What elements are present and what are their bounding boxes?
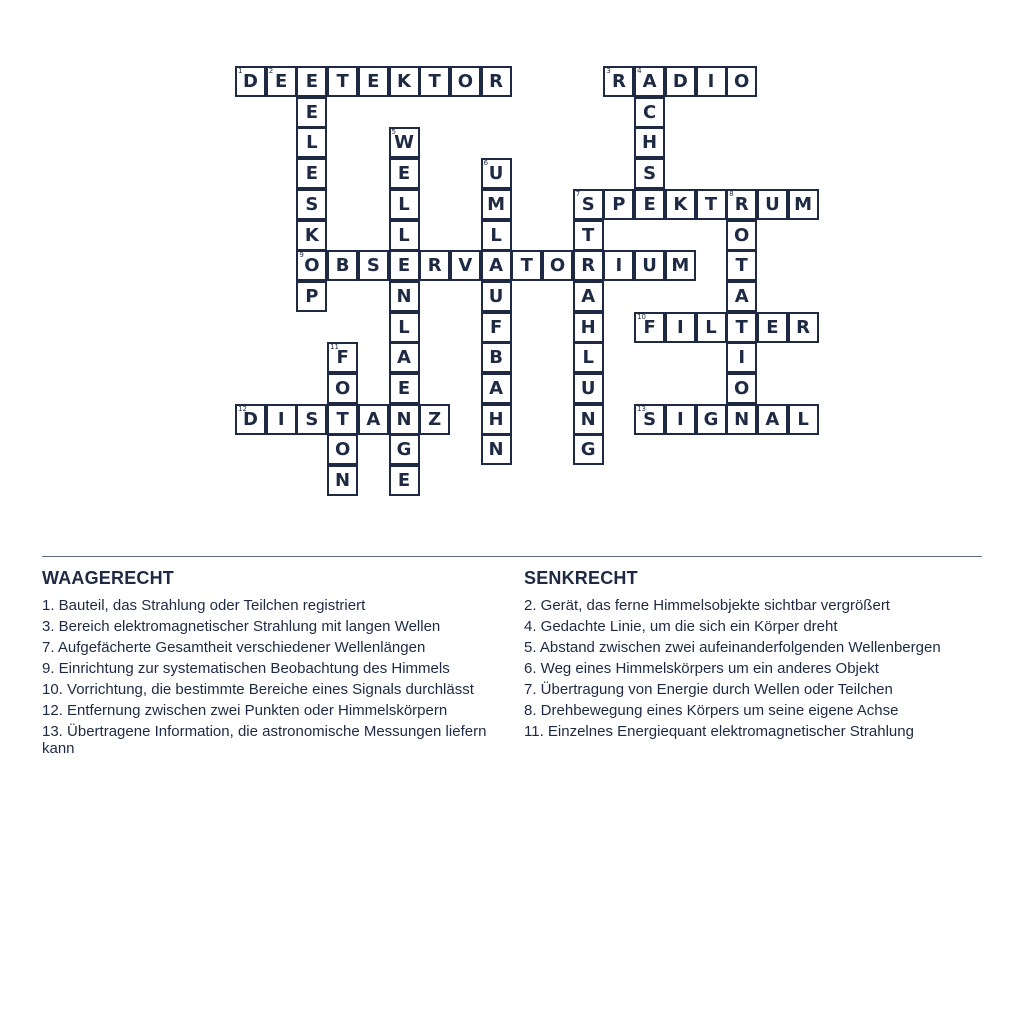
cell-letter: R — [796, 316, 811, 338]
cell-letter: T — [735, 316, 748, 338]
down-clues — [524, 568, 986, 744]
cell-letter: R — [427, 255, 442, 277]
cell-letter: E — [275, 71, 288, 92]
grid-cell[interactable] — [296, 404, 327, 435]
cell-letter: K — [673, 193, 688, 215]
grid-cell[interactable] — [389, 465, 420, 496]
grid-cell[interactable] — [266, 66, 297, 97]
clue-item: 12. Entfernung zwischen zwei Punkten oder Himmelskörpern — [42, 702, 448, 719]
cell-letter: U — [642, 255, 657, 277]
cell-letter: N — [396, 285, 412, 307]
cell-letter: I — [738, 347, 746, 369]
cell-letter: S — [305, 193, 319, 215]
grid-cell[interactable] — [634, 97, 665, 128]
cell-letter: N — [734, 408, 750, 430]
cell-letter: O — [304, 255, 320, 277]
cell-letter: I — [707, 71, 715, 92]
grid-cell[interactable] — [726, 189, 757, 220]
clue-item: 4. Gedachte Linie, um die sich ein Körper dreht — [524, 618, 838, 635]
grid-cell[interactable] — [788, 312, 819, 343]
clue-number: 11 — [330, 343, 340, 352]
cell-letter: D — [243, 408, 258, 430]
grid-cell[interactable] — [481, 404, 512, 435]
grid-cell[interactable] — [296, 281, 327, 312]
cell-letter: T — [428, 71, 441, 92]
grid-cell[interactable] — [726, 220, 757, 251]
cell-letter: E — [397, 163, 411, 185]
cell-letter: L — [490, 224, 502, 246]
grid-cell[interactable] — [389, 312, 420, 343]
cell-letter: M — [671, 255, 690, 277]
cell-letter: E — [397, 255, 411, 277]
grid-cell[interactable] — [481, 373, 512, 404]
grid-cell[interactable] — [327, 404, 358, 435]
cell-letter: O — [334, 378, 351, 399]
grid-cell[interactable] — [696, 404, 727, 435]
cell-letter: B — [489, 347, 503, 369]
clue-number: 9 — [299, 251, 304, 260]
cell-letter: A — [581, 285, 596, 307]
clue-number: 10 — [637, 312, 647, 321]
clue-item: 9. Einrichtung zur systematischen Beobachtung des Himmels — [42, 660, 450, 677]
grid-cell[interactable] — [450, 66, 481, 97]
cell-letter: O — [734, 378, 750, 399]
cell-letter: A — [765, 408, 780, 430]
grid-cell[interactable] — [726, 281, 757, 312]
grid-cell[interactable] — [296, 158, 327, 189]
cell-letter: I — [277, 408, 285, 430]
grid-cell[interactable] — [235, 404, 266, 435]
cell-letter: E — [305, 71, 319, 92]
grid-cell[interactable] — [696, 312, 727, 343]
grid-cell[interactable] — [481, 250, 512, 281]
cell-letter: W — [394, 132, 414, 154]
clue-number: 13 — [637, 404, 647, 413]
grid-cell[interactable] — [573, 312, 604, 343]
clue-item: 1. Bauteil, das Strahlung oder Teilchen registriert — [42, 597, 366, 614]
grid-cell[interactable] — [296, 127, 327, 158]
cell-letter: R — [734, 193, 749, 215]
cell-letter: F — [336, 347, 349, 369]
clue-item: 8. Drehbewegung eines Körpers um seine eigene Achse — [524, 702, 899, 719]
cell-letter: P — [305, 285, 319, 307]
cell-letter: N — [580, 408, 596, 430]
cell-letter: E — [397, 470, 411, 492]
clue-number: 1 — [238, 67, 243, 75]
grid-cell[interactable] — [389, 127, 420, 158]
grid-cell[interactable] — [573, 220, 604, 251]
cell-letter: N — [335, 470, 351, 492]
cell-letter: L — [306, 132, 318, 154]
grid-cell[interactable] — [389, 250, 420, 281]
grid-cell[interactable] — [327, 465, 358, 496]
grid-cell[interactable] — [327, 373, 358, 404]
down-heading: SENKRECHT — [524, 568, 638, 588]
clue-item: 7. Aufgefächerte Gesamtheit verschiedener Wellenlängen — [42, 639, 426, 656]
cell-letter: E — [305, 163, 319, 185]
cell-letter: L — [398, 224, 410, 246]
cell-letter: S — [305, 408, 319, 430]
grid-cell[interactable] — [481, 342, 512, 373]
cell-letter: A — [366, 408, 381, 430]
grid-cell[interactable] — [389, 220, 420, 251]
grid-cell[interactable] — [634, 189, 665, 220]
clue-item: 3. Bereich elektromagnetischer Strahlung mit langen Wellen — [42, 618, 441, 635]
grid-cell[interactable] — [481, 312, 512, 343]
clue-item: 2. Gerät, das ferne Himmelsobjekte sichtbar vergrößert — [524, 597, 890, 614]
cell-letter: D — [243, 71, 258, 92]
grid-cell[interactable] — [634, 404, 665, 435]
grid-cell[interactable] — [481, 220, 512, 251]
cell-letter: T — [336, 71, 349, 92]
cell-letter: O — [334, 439, 351, 461]
grid-cell[interactable] — [573, 281, 604, 312]
cell-letter: B — [335, 255, 350, 277]
clue-number: 12 — [238, 404, 247, 413]
cell-letter: U — [488, 285, 504, 307]
cell-letter: S — [581, 193, 595, 215]
grid-cell[interactable] — [726, 404, 757, 435]
cell-letter: T — [520, 255, 533, 277]
cell-letter: U — [765, 193, 780, 215]
clue-number: 8 — [729, 189, 734, 198]
cell-letter: I — [615, 255, 623, 277]
cell-letter: Z — [428, 408, 442, 430]
cell-letter: R — [489, 71, 504, 92]
cell-letter: G — [580, 439, 596, 461]
cell-letter: A — [734, 285, 749, 307]
grid-cell[interactable] — [419, 66, 450, 97]
grid-cell[interactable] — [665, 404, 696, 435]
grid-cell[interactable] — [296, 250, 327, 281]
down-clue-list — [524, 597, 986, 740]
grid-cell[interactable] — [235, 66, 266, 97]
grid-cell[interactable] — [481, 281, 512, 312]
grid-cell[interactable] — [573, 250, 604, 281]
grid-cell[interactable] — [266, 404, 297, 435]
grid-cell[interactable] — [389, 66, 420, 97]
cell-letter: R — [611, 71, 626, 92]
grid-cell[interactable] — [788, 404, 819, 435]
cell-letter: E — [397, 378, 411, 399]
grid-cell[interactable] — [788, 189, 819, 220]
across-clue-list — [42, 597, 504, 757]
cell-letter: T — [735, 255, 748, 277]
cell-letter: O — [734, 71, 750, 92]
grid-cell[interactable] — [327, 342, 358, 373]
grid-cell[interactable] — [511, 250, 542, 281]
clue-number: 4 — [637, 67, 642, 75]
grid-cell[interactable] — [603, 250, 634, 281]
cell-letter: R — [581, 255, 596, 277]
cell-letter: M — [487, 193, 506, 215]
cell-letter: L — [398, 193, 410, 215]
grid-cell[interactable] — [573, 434, 604, 465]
grid-cell[interactable] — [542, 250, 573, 281]
cell-letter: A — [489, 255, 504, 277]
clue-number: 2 — [268, 67, 274, 75]
grid-cell[interactable] — [419, 404, 450, 435]
grid-cell[interactable] — [481, 189, 512, 220]
grid-cell[interactable] — [481, 66, 512, 97]
grid-cell[interactable] — [389, 342, 420, 373]
grid-cell[interactable] — [389, 189, 420, 220]
grid-cell[interactable] — [665, 250, 696, 281]
grid-cell[interactable] — [389, 373, 420, 404]
cell-letter: N — [396, 408, 412, 430]
cell-letter: L — [582, 347, 594, 369]
grid-cell[interactable] — [665, 312, 696, 343]
cell-letter: L — [797, 408, 809, 430]
clue-number: 7 — [575, 189, 581, 198]
grid-cell[interactable] — [573, 189, 604, 220]
clue-item: 6. Weg eines Himmelskörpers um ein anderes Objekt — [524, 660, 879, 677]
cell-letter: O — [549, 255, 566, 277]
grid-cell[interactable] — [726, 66, 757, 97]
grid-cell[interactable] — [603, 189, 634, 220]
grid-cell[interactable] — [696, 66, 727, 97]
cell-letter: N — [488, 439, 504, 461]
grid-cell[interactable] — [450, 250, 481, 281]
grid-cell[interactable] — [389, 434, 420, 465]
cell-letter: T — [704, 193, 718, 215]
grid-cell[interactable] — [296, 97, 327, 128]
grid-cell[interactable] — [726, 342, 757, 373]
cell-letter: A — [642, 71, 657, 92]
divider — [42, 556, 982, 557]
cell-letter: L — [705, 316, 717, 338]
cell-letter: I — [676, 316, 684, 338]
grid-cell[interactable] — [634, 250, 665, 281]
grid-cell[interactable] — [296, 220, 327, 251]
cell-letter: D — [672, 71, 688, 92]
grid-cell[interactable] — [327, 66, 358, 97]
grid-cell[interactable] — [603, 66, 634, 97]
grid-cell[interactable] — [389, 404, 420, 435]
grid-cell[interactable] — [634, 158, 665, 189]
cell-letter: A — [489, 378, 504, 399]
cell-letter: S — [643, 163, 657, 185]
clue-number: 3 — [606, 67, 611, 75]
cell-letter: I — [676, 408, 684, 430]
cell-letter: O — [734, 224, 750, 246]
grid-cell[interactable] — [358, 66, 389, 97]
cell-letter: H — [488, 408, 504, 430]
cell-letter: E — [305, 101, 319, 123]
grid-cell[interactable] — [634, 312, 665, 343]
grid-cell[interactable] — [327, 250, 358, 281]
across-clues — [42, 568, 504, 761]
cell-letter: A — [397, 347, 411, 369]
cell-letter: T — [336, 408, 349, 430]
across-heading: WAAGERECHT — [42, 568, 174, 588]
grid-cell[interactable] — [296, 189, 327, 220]
grid-cell[interactable] — [389, 281, 420, 312]
clue-item: 10. Vorrichtung, die bestimmte Bereiche eines Signals durchlässt — [42, 681, 474, 698]
clue-item: 11. Einzelnes Energiequant elektromagnetischer Strahlung — [524, 723, 914, 740]
clue-number: 6 — [483, 159, 489, 168]
grid-cell[interactable] — [757, 189, 788, 220]
grid-cell[interactable] — [726, 373, 757, 404]
grid-cell[interactable] — [389, 158, 420, 189]
cell-letter: P — [612, 193, 626, 215]
clue-number: 5 — [391, 128, 396, 137]
cell-letter: U — [488, 163, 504, 185]
grid-cell[interactable] — [573, 373, 604, 404]
grid-cell[interactable] — [634, 66, 665, 97]
grid-cell[interactable] — [665, 66, 696, 97]
grid-cell[interactable] — [665, 189, 696, 220]
cell-letter: E — [643, 193, 656, 215]
cell-letter: U — [580, 378, 596, 399]
cell-letter: E — [766, 316, 779, 338]
cell-letter: H — [580, 316, 596, 338]
cell-letter: E — [367, 71, 380, 92]
grid-cell[interactable] — [419, 250, 450, 281]
grid-cell[interactable] — [757, 404, 788, 435]
grid-cell[interactable] — [634, 127, 665, 158]
cell-letter: F — [489, 316, 503, 338]
cell-letter: S — [643, 408, 657, 430]
cell-letter: M — [794, 193, 813, 215]
cell-letter: K — [397, 71, 411, 92]
cell-letter: G — [703, 408, 719, 430]
grid-cell[interactable] — [296, 66, 327, 97]
cell-letter: G — [396, 439, 412, 461]
grid-cell[interactable] — [726, 250, 757, 281]
clue-item: 13. Übertragene Information, die astronomische Messungen liefern kann — [42, 723, 487, 757]
cell-letter: H — [642, 132, 658, 154]
grid-cell[interactable] — [573, 342, 604, 373]
grid-cell[interactable] — [358, 404, 389, 435]
grid-cell[interactable] — [358, 250, 389, 281]
grid-cell[interactable] — [573, 404, 604, 435]
cell-letter: F — [643, 316, 656, 338]
cell-letter: S — [366, 255, 380, 277]
cell-letter: K — [304, 224, 319, 246]
grid-cell[interactable] — [696, 189, 727, 220]
cell-letter: V — [458, 255, 473, 277]
cell-letter: T — [582, 224, 595, 246]
grid-cell[interactable] — [481, 158, 512, 189]
grid-cell[interactable] — [481, 434, 512, 465]
grid-cell[interactable] — [757, 312, 788, 343]
cell-letter: C — [642, 101, 657, 123]
clue-item: 7. Übertragung von Energie durch Wellen oder Teilchen — [524, 681, 893, 698]
grid-cell[interactable] — [726, 312, 757, 343]
clue-item: 5. Abstand zwischen zwei aufeinanderfolgenden Wellenbergen — [524, 639, 941, 656]
grid-cell[interactable] — [327, 434, 358, 465]
cell-letter: O — [457, 71, 474, 92]
cell-letter: L — [398, 316, 410, 338]
